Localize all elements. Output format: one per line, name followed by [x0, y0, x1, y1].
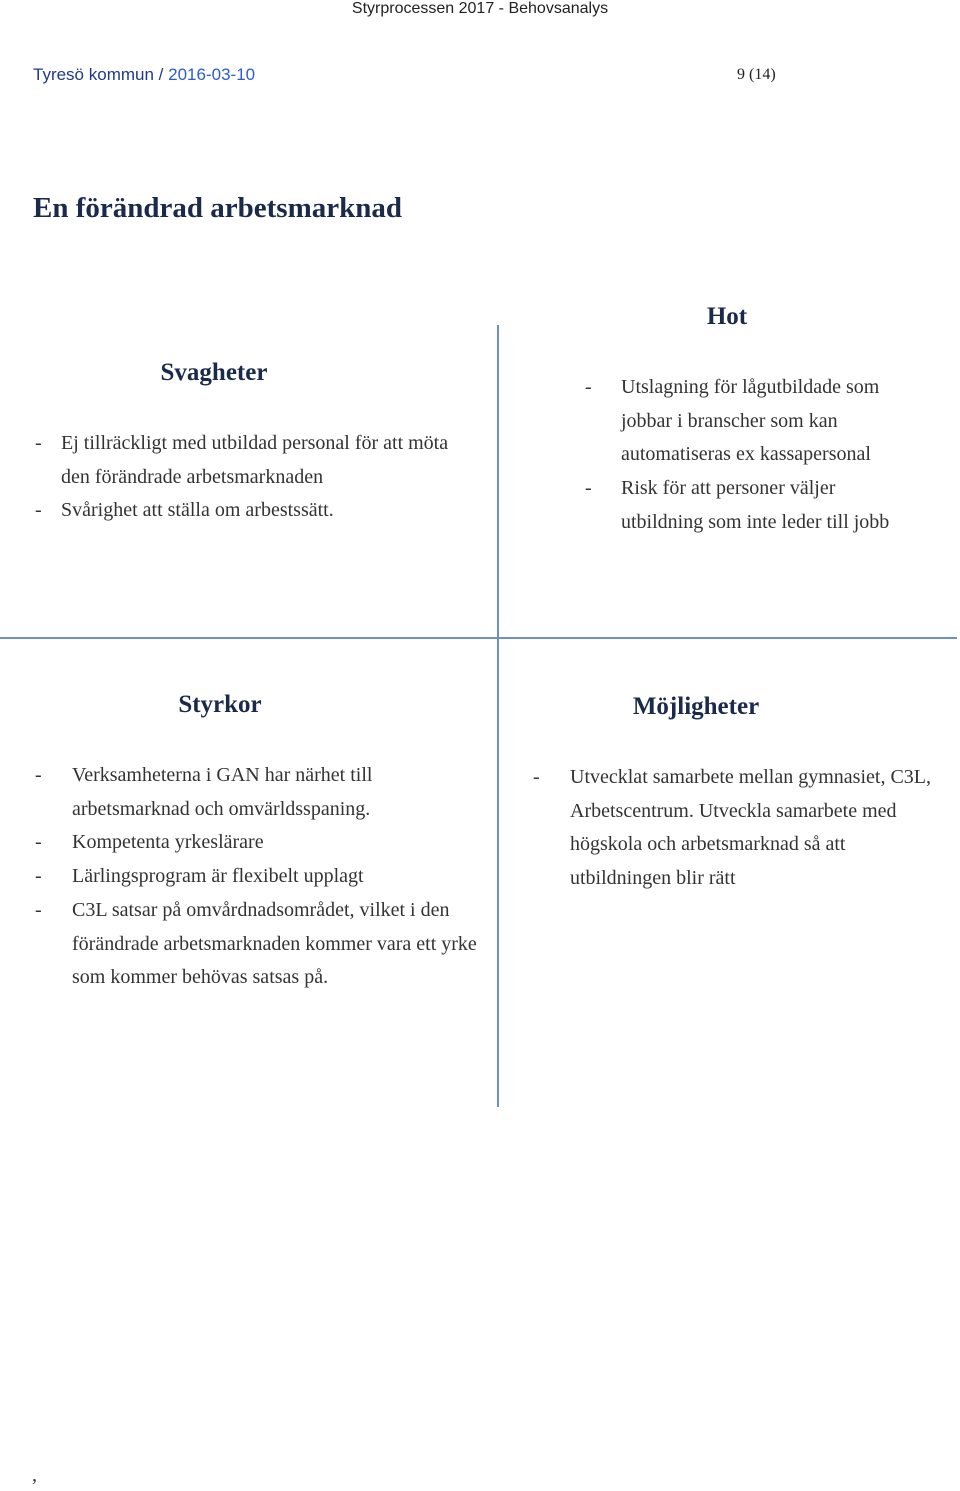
list-item: - Ej tillräckligt med utbildad personal för att möta den förändrade arbetsmarknaden [35, 432, 449, 488]
vertical-divider [497, 325, 499, 1107]
mojligheter-list [533, 761, 950, 896]
list-item: - C3L satsar på omvårdnadsområdet, vilket i den förändrade arbetsmarknaden kommer vara ett yrke som kommer behövas satsas på. [35, 898, 477, 989]
list-item: - Utvecklat samarbete mellan gymnasiet, C3L, Arbetscentrum. Utveckla samarbete med högskola och arbetsmarknad så att utbildningen blir rätt [533, 766, 931, 890]
hot-title: Hot [706, 303, 748, 330]
list-item: - Utslagning för lågutbildade som jobbar i branscher som kan automatiseras ex kassapersonal [585, 376, 880, 466]
styrkor-list [35, 759, 482, 995]
mojligheter-title: Möjligheter [632, 693, 760, 720]
page-header-org [33, 64, 255, 86]
styrkor-title: Styrkor [178, 691, 262, 718]
hot-list [585, 371, 921, 540]
running-title: Styrprocessen 2017 - Behovsanalys [351, 0, 609, 17]
list-item: - Lärlingsprogram är flexibelt upplagt [35, 865, 364, 888]
svagheter-list [35, 427, 461, 528]
horizontal-divider [0, 637, 957, 639]
section-heading: En förändrad arbetsmarknad [33, 192, 402, 224]
footnote-mark: , [32, 1464, 37, 1486]
page-number: 9 (14) [737, 66, 776, 83]
header-separator: / [158, 65, 164, 84]
list-item: - Risk för att personer väljer utbildning som inte leder till jobb [585, 477, 890, 533]
header-date: 2016-03-10 [168, 65, 256, 84]
list-item: - Svårighet att ställa om arbestssätt. [35, 499, 334, 522]
org-name: Tyresö kommun [33, 65, 154, 84]
list-item: - Kompetenta yrkeslärare [35, 831, 264, 854]
svagheter-title: Svagheter [160, 359, 268, 386]
list-item: - Verksamheterna i GAN har närhet till arbetsmarknad och omvärldsspaning. [35, 764, 373, 820]
